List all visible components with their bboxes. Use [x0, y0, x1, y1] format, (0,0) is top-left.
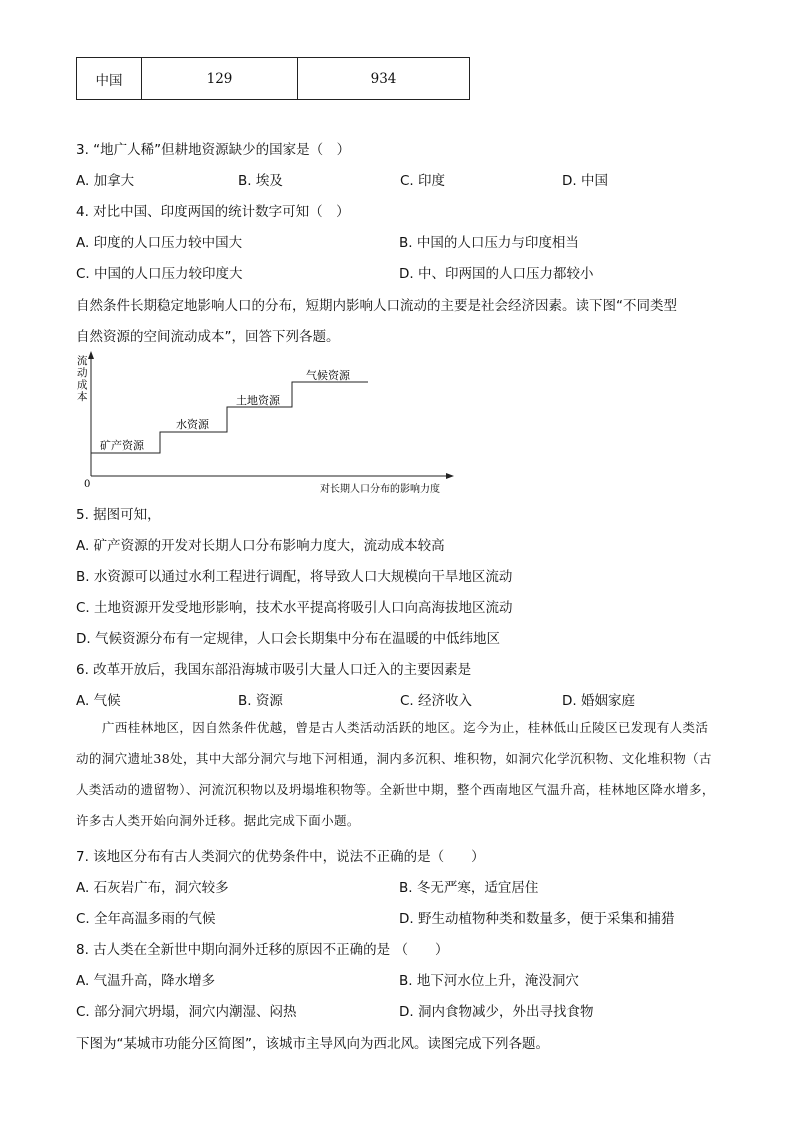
x-axis-arrow [446, 473, 454, 479]
q7-option-c: C. 全年高温多雨的气候 [76, 911, 216, 927]
ylabel-char-1: 流 [77, 355, 88, 367]
ylabel-char-2: 动 [77, 367, 88, 379]
intro1-line1: 自然条件长期稳定地影响人口的分布，短期内影响人口流动的主要是社会经济因素。读下图“不同类型 [76, 298, 677, 314]
step-label-mineral: 矿产资源 [100, 439, 144, 452]
q7-option-d: D. 野生动植物种类和数量多，便于采集和捕猎 [399, 911, 675, 927]
q3-option-c: C. 印度 [400, 173, 446, 189]
q8-option-a: A. 气温升高，降水增多 [76, 973, 216, 989]
q7-option-a: A. 石灰岩广布，洞穴较多 [76, 880, 229, 896]
q5-stem: 5. 据图可知， [76, 507, 161, 523]
q8-stem: 8. 古人类在全新世中期向洞外迁移的原因不正确的是 （ ） [76, 942, 449, 958]
table-cell-country: 中国 [77, 58, 142, 100]
table-cell-value1: 129 [142, 58, 298, 100]
q3-stem: 3. “地广人稀”但耕地资源缺少的国家是（ ） [76, 142, 351, 158]
q7-stem: 7. 该地区分布有古人类洞穴的优势条件中，说法不正确的是（ ） [76, 849, 485, 865]
q4-option-c: C. 中国的人口压力较印度大 [76, 266, 243, 282]
q5-option-d: D. 气候资源分布有一定规律，人口会长期集中分布在温暖的中低纬地区 [76, 631, 500, 647]
xlabel: 对长期人口分布的影响力度 [320, 484, 440, 495]
q4-option-d: D. 中、印两国的人口压力都较小 [399, 266, 594, 282]
step-label-water: 水资源 [176, 418, 209, 431]
q6-stem: 6. 改革开放后，我国东部沿海城市吸引大量人口迁入的主要因素是 [76, 662, 472, 678]
table-row [77, 58, 470, 100]
q6-option-d: D. 婚姻家庭 [562, 693, 635, 709]
q3-option-a: A. 加拿大 [76, 173, 135, 189]
q6-option-c: C. 经济收入 [400, 693, 473, 709]
q4-stem: 4. 对比中国、印度两国的统计数字可知（ ） [76, 204, 350, 220]
q5-option-b: B. 水资源可以通过水利工程进行调配，将导致人口大规模向干旱地区流动 [76, 569, 513, 585]
intro1-line2: 自然资源的空间流动成本”，回答下列各题。 [76, 329, 340, 345]
step-label-climate: 气候资源 [306, 369, 350, 382]
q3-option-d: D. 中国 [562, 173, 608, 189]
q6-option-a: A. 气候 [76, 693, 121, 709]
ylabel-char-3: 成 [77, 379, 88, 391]
q5-option-c: C. 土地资源开发受地形影响，技术水平提高将吸引人口向高海拔地区流动 [76, 600, 513, 616]
passage-guilin: 广西桂林地区，因自然条件优越，曾是古人类活动活跃的地区。迄今为止，桂林低山丘陵区已发现有人类活动的洞穴遗址38处，其中大部分洞穴与地下河相通，洞内多沉积、堆积物，如洞穴化学沉积物、文化堆积物（古人类活动的遗留物）、河流沉积物以及坍塌堆积物等。全新世中期，整个西南地区气温升高，桂林地区降水增多，许多古人类开始向洞外迁移。据此完成下面小题。 [76, 720, 715, 828]
q4-option-a: A. 印度的人口压力较中国大 [76, 235, 243, 251]
statistics-table [76, 57, 470, 100]
ylabel-char-4: 本 [77, 391, 88, 403]
y-axis-arrow [88, 351, 94, 359]
step-label-land: 土地资源 [236, 394, 280, 407]
resource-flow-cost-figure [74, 350, 464, 498]
q8-option-b: B. 地下河水位上升，淹没洞穴 [399, 973, 579, 989]
q3-option-b: B. 埃及 [238, 173, 283, 189]
origin-label: 0 [84, 479, 91, 490]
q6-option-b: B. 资源 [238, 693, 283, 709]
intro2: 下图为“某城市功能分区简图”，该城市主导风向为西北风。读图完成下列各题。 [76, 1036, 549, 1052]
q8-option-d: D. 洞内食物减少，外出寻找食物 [399, 1004, 594, 1020]
q8-option-c: C. 部分洞穴坍塌，洞穴内潮湿、闷热 [76, 1004, 297, 1020]
table-cell-value2: 934 [298, 58, 470, 100]
q5-option-a: A. 矿产资源的开发对长期人口分布影响力度大，流动成本较高 [76, 538, 445, 554]
q7-option-b: B. 冬无严寒，适宜居住 [399, 880, 539, 896]
q4-option-b: B. 中国的人口压力与印度相当 [399, 235, 579, 251]
